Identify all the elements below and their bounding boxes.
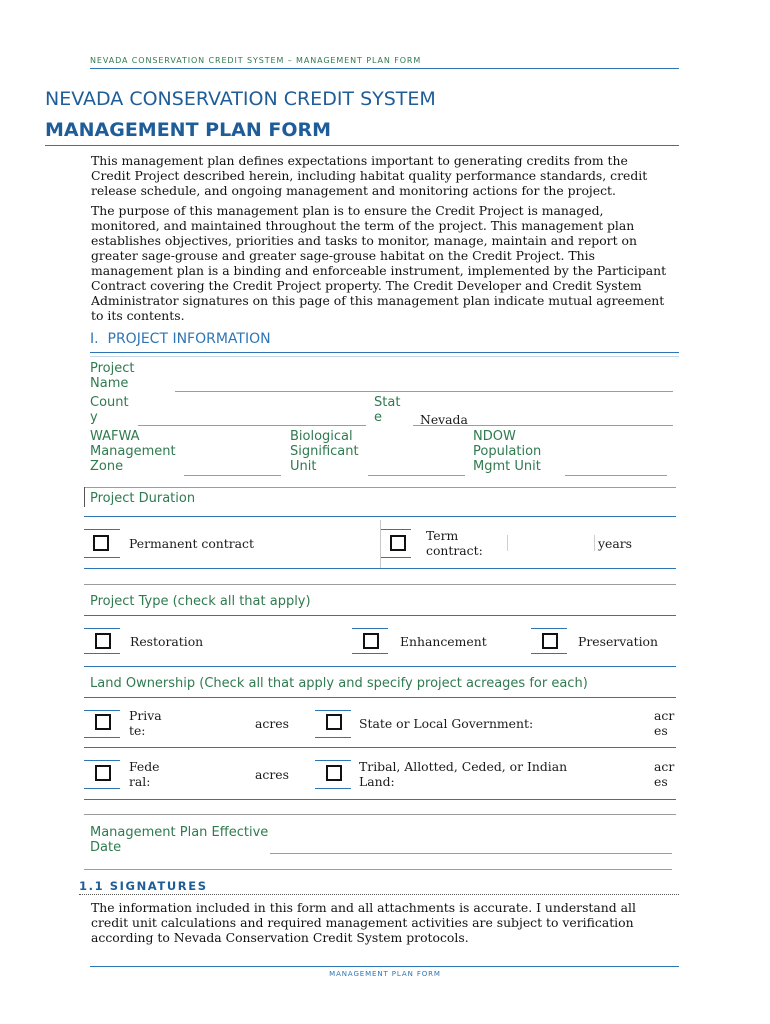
text-line: greater sage-grouse and greater sage-grouse habitat on the Credit Project. This — [91, 248, 595, 263]
restoration-checkbox[interactable] — [95, 633, 111, 649]
label-line: Population — [473, 444, 542, 459]
federal-label — [129, 759, 160, 789]
section-number: I. — [90, 331, 99, 347]
footer-rule — [90, 966, 679, 967]
text-line: establishes objectives, priorities and tasks to monitor, manage, maintain and report on — [91, 233, 637, 248]
checkbox-underline — [84, 529, 120, 530]
label-line: Management — [90, 444, 176, 459]
label-line: te: — [129, 723, 146, 738]
checkbox-underline — [381, 529, 411, 530]
land-ownership-label: Land Ownership (Check all that apply and specify project acreages for each) — [90, 676, 588, 691]
label-line: Project — [90, 361, 135, 376]
project-type-label: Project Type (check all that apply) — [90, 594, 311, 609]
term-contract-label — [426, 528, 483, 558]
text-line: management plan is a binding and enforceable instrument, implemented by the Participant — [91, 263, 667, 278]
row-rule — [84, 869, 672, 870]
row-rule — [84, 747, 676, 748]
text-line: The information included in this form and all attachments is accurate. I understand all — [91, 900, 636, 915]
private-label — [129, 708, 162, 738]
state-local-checkbox[interactable] — [326, 714, 342, 730]
row-rule — [84, 516, 676, 517]
federal-checkbox[interactable] — [95, 765, 111, 781]
state-local-acres-input[interactable] — [545, 714, 643, 730]
ndow-field[interactable] — [565, 461, 667, 476]
label-line: Stat — [374, 395, 401, 410]
section-rule-2 — [90, 356, 679, 357]
label-line: y — [90, 410, 98, 425]
term-contract-checkbox[interactable] — [390, 535, 406, 551]
state-value: Nevada — [420, 412, 468, 427]
label-line: Management Plan Effective — [90, 825, 269, 840]
text-line: according to Nevada Conservation Credit System protocols. — [91, 930, 469, 945]
effective-date-field[interactable] — [270, 838, 672, 854]
checkbox-underline — [84, 653, 120, 654]
private-acres-unit: acres — [255, 716, 289, 731]
text-line: to its contents. — [91, 308, 185, 323]
enhancement-label: Enhancement — [400, 634, 487, 649]
checkbox-underline — [315, 760, 351, 761]
label-line: Biological — [290, 429, 353, 444]
row-rule — [84, 666, 676, 667]
label-line: es — [654, 774, 668, 789]
county-label — [90, 395, 129, 425]
tribal-checkbox[interactable] — [326, 765, 342, 781]
term-years-input[interactable] — [507, 535, 595, 551]
checkbox-underline — [352, 628, 388, 629]
label-line: WAFWA — [90, 429, 140, 444]
tribal-acres-unit — [654, 759, 674, 789]
row-rule — [84, 615, 676, 616]
county-field[interactable] — [138, 411, 366, 426]
label-line: Significant — [290, 444, 359, 459]
form-title: MANAGEMENT PLAN FORM — [45, 119, 332, 141]
signatures-heading: 1.1 SIGNATURES — [79, 879, 208, 893]
restoration-label: Restoration — [130, 634, 204, 649]
text-line: Administrator signatures on this page of this management plan indicate mutual agreement — [91, 293, 665, 308]
checkbox-underline — [84, 737, 120, 738]
duration-left-bar — [84, 487, 85, 507]
label-line: Zone — [90, 459, 124, 474]
federal-acres-unit: acres — [255, 767, 289, 782]
signatures-text — [91, 900, 636, 945]
project-duration-label: Project Duration — [90, 491, 196, 506]
term-divider — [380, 520, 381, 568]
preservation-checkbox[interactable] — [542, 633, 558, 649]
state-label — [374, 395, 400, 425]
label-line: Fede — [129, 759, 160, 774]
permanent-contract-label: Permanent contract — [129, 536, 254, 551]
bsu-field[interactable] — [368, 461, 465, 476]
row-rule — [84, 799, 676, 800]
text-line: credit unit calculations and required management activities are subject to verification — [91, 915, 634, 930]
preservation-label: Preservation — [578, 634, 658, 649]
checkbox-underline — [84, 557, 120, 558]
label-line: Mgmt Unit — [473, 459, 541, 474]
section-rule — [90, 352, 679, 353]
label-line: Term — [426, 528, 459, 543]
tribal-label — [359, 759, 567, 789]
checkbox-underline — [381, 557, 411, 558]
text-line: The purpose of this management plan is to ensure the Credit Project is managed, — [91, 203, 604, 218]
checkbox-underline — [84, 628, 120, 629]
label-line: acr — [654, 708, 675, 723]
intro-paragraph-2 — [91, 203, 666, 323]
text-line: release schedule, and ongoing management and monitoring actions for the project. — [91, 183, 616, 198]
label-line: contract: — [426, 543, 483, 558]
label-line: es — [654, 723, 668, 738]
section-title: PROJECT INFORMATION — [107, 331, 271, 347]
checkbox-underline — [315, 788, 351, 789]
checkbox-underline — [84, 760, 120, 761]
state-local-acres-unit — [654, 708, 674, 738]
checkbox-underline — [84, 710, 120, 711]
section-heading — [90, 331, 271, 347]
label-line: acr — [654, 759, 675, 774]
row-rule — [84, 487, 676, 488]
running-header: NEVADA CONSERVATION CREDIT SYSTEM – MANAGEMENT PLAN FORM — [90, 56, 422, 65]
checkbox-underline — [352, 653, 388, 654]
effective-date-label — [90, 825, 268, 855]
ndow-label — [473, 429, 541, 474]
label-line: Count — [90, 395, 129, 410]
label-line: Date — [90, 840, 122, 855]
project-name-field[interactable] — [175, 377, 673, 392]
title-rule — [45, 145, 679, 146]
wafwa-field[interactable] — [184, 461, 281, 476]
label-line: NDOW — [473, 429, 516, 444]
row-rule — [84, 814, 676, 815]
checkbox-underline — [315, 710, 351, 711]
page-footer: MANAGEMENT PLAN FORM — [329, 970, 441, 978]
project-name-label — [90, 361, 134, 391]
wafwa-label — [90, 429, 176, 474]
label-line: e — [374, 410, 382, 425]
row-rule — [84, 697, 676, 698]
text-line: Credit Project described herein, including habitat quality performance standards, credit — [91, 168, 648, 183]
checkbox-underline — [531, 653, 567, 654]
row-rule — [84, 568, 676, 569]
years-label: years — [598, 536, 633, 551]
state-field[interactable] — [413, 409, 673, 426]
label-line: Tribal, Allotted, Ceded, or Indian — [359, 759, 568, 774]
label-line: Unit — [290, 459, 317, 474]
checkbox-underline — [315, 737, 351, 738]
text-line: This management plan defines expectations important to generating credits from the — [91, 153, 628, 168]
checkbox-underline — [84, 788, 120, 789]
checkbox-underline — [531, 628, 567, 629]
tribal-acres-input[interactable] — [575, 765, 645, 781]
header-rule — [90, 68, 679, 69]
label-line: Land: — [359, 774, 395, 789]
private-checkbox[interactable] — [95, 714, 111, 730]
signatures-rule — [79, 894, 679, 895]
enhancement-checkbox[interactable] — [363, 633, 379, 649]
bsu-label — [290, 429, 359, 474]
federal-acres-input[interactable] — [172, 765, 248, 781]
state-local-label: State or Local Government: — [359, 716, 534, 731]
row-rule — [84, 584, 676, 585]
label-line: Priva — [129, 708, 162, 723]
page-title: NEVADA CONSERVATION CREDIT SYSTEM — [45, 88, 436, 110]
permanent-contract-checkbox[interactable] — [93, 535, 109, 551]
label-line: ral: — [129, 774, 151, 789]
text-line: Contract covering the Credit Project property. The Credit Developer and Credit System — [91, 278, 642, 293]
intro-paragraph-1 — [91, 153, 647, 198]
private-acres-input[interactable] — [172, 714, 248, 730]
text-line: monitored, and maintained throughout the term of the project. This management plan — [91, 218, 635, 233]
label-line: Name — [90, 376, 129, 391]
